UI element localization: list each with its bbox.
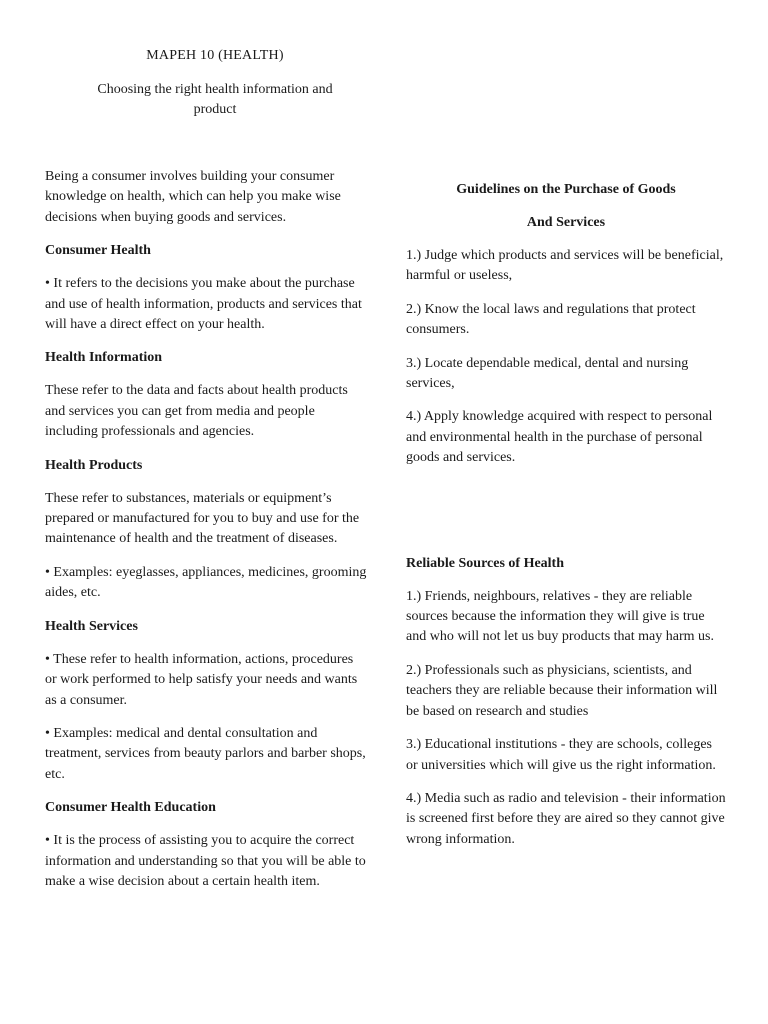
guideline-item: 2.) Know the local laws and regulations that protect consumers. (406, 301, 696, 338)
document-title: MAPEH 10 (HEALTH) (146, 48, 284, 63)
consumer-health-education-heading: Consumer Health Education (45, 800, 216, 816)
guideline-item: 1.) Judge which products and services will be beneficial, harmful or useless, (406, 248, 724, 284)
health-products-text: These refer to substances, materials or equipment’s prepared or manufactured for you to buy and use for the maintenance of health and the treatment of diseases. (45, 490, 360, 547)
consumer-health-heading: Consumer Health (45, 243, 151, 259)
health-products-heading: Health Products (45, 457, 143, 473)
reliable-sources-heading: Reliable Sources of Health (406, 555, 565, 571)
health-products-examples: • Examples: eyeglasses, appliances, medicines, grooming aides, etc. (45, 564, 367, 601)
reliable-source-item: 3.) Educational institutions - they are schools, colleges or universities which will give us the right information. (406, 737, 716, 773)
health-services-heading: Health Services (45, 618, 138, 634)
guideline-item: 4.) Apply knowledge acquired with respect to personal and environmental health in the purchase of personal goods and services. (406, 409, 713, 466)
reliable-source-item: 1.) Friends, neighbours, relatives - they are reliable sources because the information they will give is true and who will not let us buy products that may harm us. (406, 588, 714, 645)
intro-paragraph: Being a consumer involves building your consumer knowledge on health, which can help you make wise decisions when buying goods and services. (45, 169, 341, 225)
guideline-item: 3.) Locate dependable medical, dental and nursing services, (406, 355, 689, 392)
right-column (406, 180, 726, 863)
guidelines-heading-line1: Guidelines on the Purchase of Goods (456, 182, 676, 197)
health-information-heading: Health Information (45, 350, 163, 366)
reliable-source-item: 2.) Professionals such as physicians, scientists, and teachers they are reliable because their information will be based on research and studies (406, 662, 718, 719)
health-information-text: These refer to the data and facts about health products and services you can get from media and people including professionals and agencies. (45, 383, 348, 440)
health-services-text: • These refer to health information, actions, procedures or work performed to help satisfy your needs and wants as a consumer. (45, 651, 358, 708)
consumer-health-education-text: • It is the process of assisting you to acquire the correct information and understanding so that you will be able to make a wise decision about a certain health item. (45, 833, 366, 889)
reliable-source-item: 4.) Media such as radio and television - their information is screened first before they are aired so they cannot give wrong information. (406, 790, 726, 847)
consumer-health-text: • It refers to the decisions you make about the purchase and use of health information, products and services that will have a direct effect on your health. (45, 276, 362, 333)
guidelines-heading-line2: And Services (526, 215, 606, 230)
document-subtitle: Choosing the right health information and product (97, 82, 333, 118)
left-column (45, 167, 367, 905)
health-services-examples: • Examples: medical and dental consultation and treatment, services from beauty parlors and barber shops, etc. (45, 725, 366, 782)
section-spacer (406, 482, 726, 554)
